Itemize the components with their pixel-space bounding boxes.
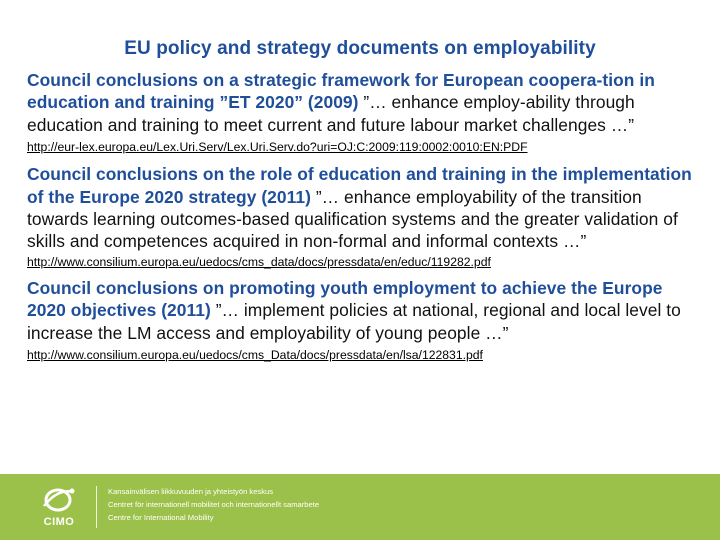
item-1-quote: ”… enhance employ-ability through education and training to meet current and future labour market challenges …” <box>27 92 635 135</box>
item-2-quote: ”… enhance employability of the transition towards learning outcomes-based qualification systems and the greater validation of skills and competences acquired in non-formal and informal contexts …” <box>27 186 678 252</box>
item-3-lead: Council conclusions on promoting youth employment to achieve the Europe 2020 objectives (2011) <box>27 277 663 321</box>
item-1-link[interactable]: http://eur-lex.europa.eu/Lex.Uri.Serv/Lex.Uri.Serv.do?uri=OJ:C:2009:119:0002:0010:EN:PDF <box>27 140 528 155</box>
item-1-lead: Council conclusions on a strategic framework for European coopera-tion in education and training ”ET 2020” (2009) <box>27 70 655 113</box>
item-2-link[interactable]: http://www.consilium.europa.eu/uedocs/cms_data/docs/pressdata/en/educ/119282.pdf <box>27 254 491 269</box>
footer-bar <box>0 474 720 540</box>
item-3-paragraph <box>27 277 697 344</box>
organization-names <box>108 485 319 524</box>
logo-text: CIMO <box>43 516 75 528</box>
item-2-paragraph <box>27 163 697 253</box>
document-list <box>27 69 697 363</box>
footer-divider <box>96 486 97 528</box>
org-name-english: Centre for International Mobility <box>108 513 214 522</box>
item-3-link[interactable]: http://www.consilium.europa.eu/uedocs/cms_Data/docs/pressdata/en/lsa/122831.pdf <box>27 348 483 363</box>
page-title: EU policy and strategy documents on employability <box>124 38 596 59</box>
item-1-paragraph <box>27 69 697 136</box>
item-2-lead: Council conclusions on the role of education and training in the implementation of the Europe 2020 strategy (2011) <box>27 164 692 207</box>
item-3-quote: ”… implement policies at national, regional and local level to increase the LM access and employability of young people …” <box>27 300 681 343</box>
org-name-finnish: Kansainvälisen liikkuvuuden ja yhteistyön keskus <box>108 487 274 496</box>
org-name-swedish: Centret för internationell mobilitet och internationellt samarbete <box>108 500 320 509</box>
